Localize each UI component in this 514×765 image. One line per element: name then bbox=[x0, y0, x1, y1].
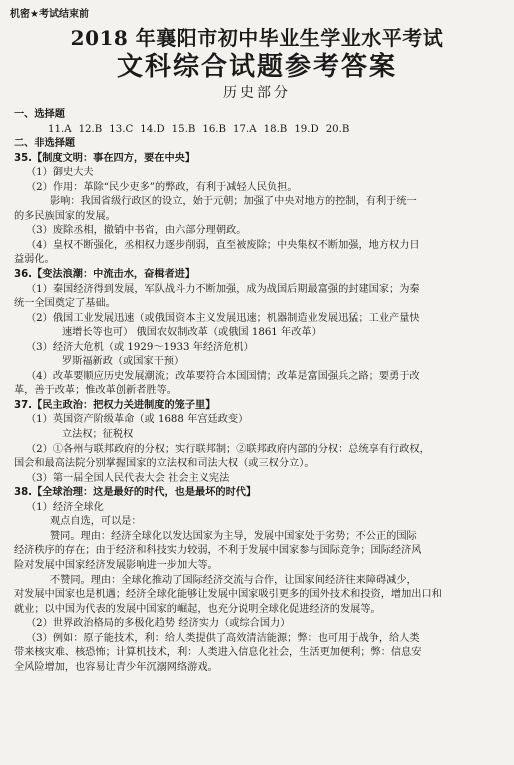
answer-line: 影响：我国省级行政区的设立，始于元朝；加强了中央对地方的控制，有利于统一 bbox=[50, 196, 417, 208]
answer-line: 赞同。理由：经济全球化以发达国家为主导，发展中国家处于劣势；不公正的国际 bbox=[50, 530, 417, 542]
answer-line: 险对发展中国家经济发展影响进一步加大等。 bbox=[14, 559, 218, 571]
question-heading: 37.【民主政治：把权力关进制度的笼子里】 bbox=[14, 399, 216, 411]
question-heading: 35.【制度文明：事在四方，要在中央】 bbox=[14, 152, 196, 164]
answer-line: 对发展中国家也是机遇；经济全球化能够让发展中国家吸引更多的国外技术和投资，增加出口和 bbox=[14, 589, 442, 601]
answer-line: 经济秩序的存在；由于经济和科技实力较弱，不利于发展中国家参与国际竞争；国际经济风 bbox=[14, 545, 422, 557]
answer-line: 不赞同。理由：全球化推动了国际经济交流与合作，让国家间经济往来障碍减少， bbox=[50, 574, 417, 586]
answer-lines bbox=[14, 152, 504, 676]
answer-line: （2）作用：革除“民少吏多”的弊政，有利于减轻人民负担。 bbox=[26, 181, 298, 193]
answer-line: 统一全国奠定了基础。 bbox=[14, 298, 116, 310]
answer-key-title: 文科综合试题参考答案 bbox=[116, 52, 397, 82]
answer-line: （1）御史大夫 bbox=[26, 167, 94, 179]
choice-answer: 19.D bbox=[294, 123, 319, 135]
answer-line: （4）改革要顺应历史发展潮流；改革要符合本国国情；改革是富国强兵之路；要勇于改 bbox=[26, 370, 420, 382]
choice-answers bbox=[14, 123, 504, 138]
choice-answer: 13.C bbox=[109, 123, 134, 135]
answer-line: （3）例如：原子能技术，利：给人类提供了高效清洁能源；弊：也可用于战争，给人类 bbox=[26, 632, 420, 644]
answer-line: 革，善于改革；惟改革创新者胜等。 bbox=[14, 385, 177, 397]
answer-line: （2）俄国工业发展迅速（或俄国资本主义发展迅速；机器制造业发展迅猛；工业产量快 bbox=[26, 312, 420, 324]
answer-line: 全风险增加，也容易让青少年沉溺网络游戏。 bbox=[14, 661, 218, 673]
answer-line: 速增长等也可） 俄国农奴制改革（或俄国 1861 年改革） bbox=[62, 327, 322, 339]
answer-line: 国会和最高法院分别掌握国家的立法权和司法大权（或三权分立）。 bbox=[14, 458, 315, 470]
choice-answer: 12.B bbox=[78, 123, 103, 135]
answer-line: （2）世界政治格局的多极化趋势 经济实力（或综合国力） bbox=[26, 618, 291, 630]
answer-line: （4）皇权不断强化，丞相权力逐步削弱，直至被废除；中央集权不断加强，地方权力日 bbox=[26, 239, 420, 251]
answer-line: （2）①各州与联邦政府的分权；实行联邦制；②联邦政府内部的分权：总统享有行政权， bbox=[26, 443, 430, 455]
answer-line: （1）秦国经济得到发展，军队战斗力不断加强，成为战国后期最富强的封建国家；为秦 bbox=[26, 283, 420, 295]
choice-answer: 14.D bbox=[140, 123, 165, 135]
answer-line: 带来核灾难、核恐怖；计算机技术，利：人类进入信息化社会，生活更加便利；弊：信息安 bbox=[14, 647, 422, 659]
exam-title: 2018 年襄阳市初中毕业生学业水平考试 bbox=[70, 26, 444, 50]
answer-line: （1）英国资产阶级革命（或 1688 年宫廷政变） bbox=[26, 414, 249, 426]
section-heading-nonchoice: 二、非选择题 bbox=[14, 138, 76, 150]
answer-line: （3）废除丞相，撤销中书省，由六部分理朝政。 bbox=[26, 225, 247, 237]
answer-line: 观点自选，可以是： bbox=[50, 516, 142, 528]
answer-line: 的多民族国家的发展。 bbox=[14, 210, 116, 222]
question-heading: 36.【变法浪潮：中流击水，奋楫者进】 bbox=[14, 269, 196, 281]
answer-line: 罗斯福新政（或国家干预） bbox=[62, 356, 185, 368]
choice-answer: 15.B bbox=[171, 123, 196, 135]
choice-answer: 16.B bbox=[202, 123, 227, 135]
answer-line: 就业；以中国为代表的发展中国家的崛起，也充分说明全球化促进经济的发展等。 bbox=[14, 603, 381, 615]
choice-answer: 11.A bbox=[48, 123, 72, 135]
answer-line: 立法权；征税权 bbox=[62, 429, 134, 441]
answer-body bbox=[14, 108, 504, 675]
choice-answer: 20.B bbox=[325, 123, 350, 135]
confidential-label: 机密★考试结束前 bbox=[10, 9, 89, 20]
answer-line: 益弱化。 bbox=[14, 254, 55, 266]
answer-line: （1）经济全球化 bbox=[26, 501, 104, 513]
choice-answer: 18.B bbox=[263, 123, 288, 135]
section-heading-choice: 一、选择题 bbox=[14, 109, 65, 120]
choice-answer: 17.A bbox=[233, 123, 257, 135]
answer-line: （3）经济大危机（或 1929～1933 年经济危机） bbox=[26, 341, 254, 353]
question-heading: 38.【全球治理：这是最好的时代，也是最坏的时代】 bbox=[14, 487, 257, 499]
section-subtitle: 历史部分 bbox=[223, 85, 291, 101]
answer-line: （3）第一届全国人民代表大会 社会主义宪法 bbox=[26, 472, 230, 484]
